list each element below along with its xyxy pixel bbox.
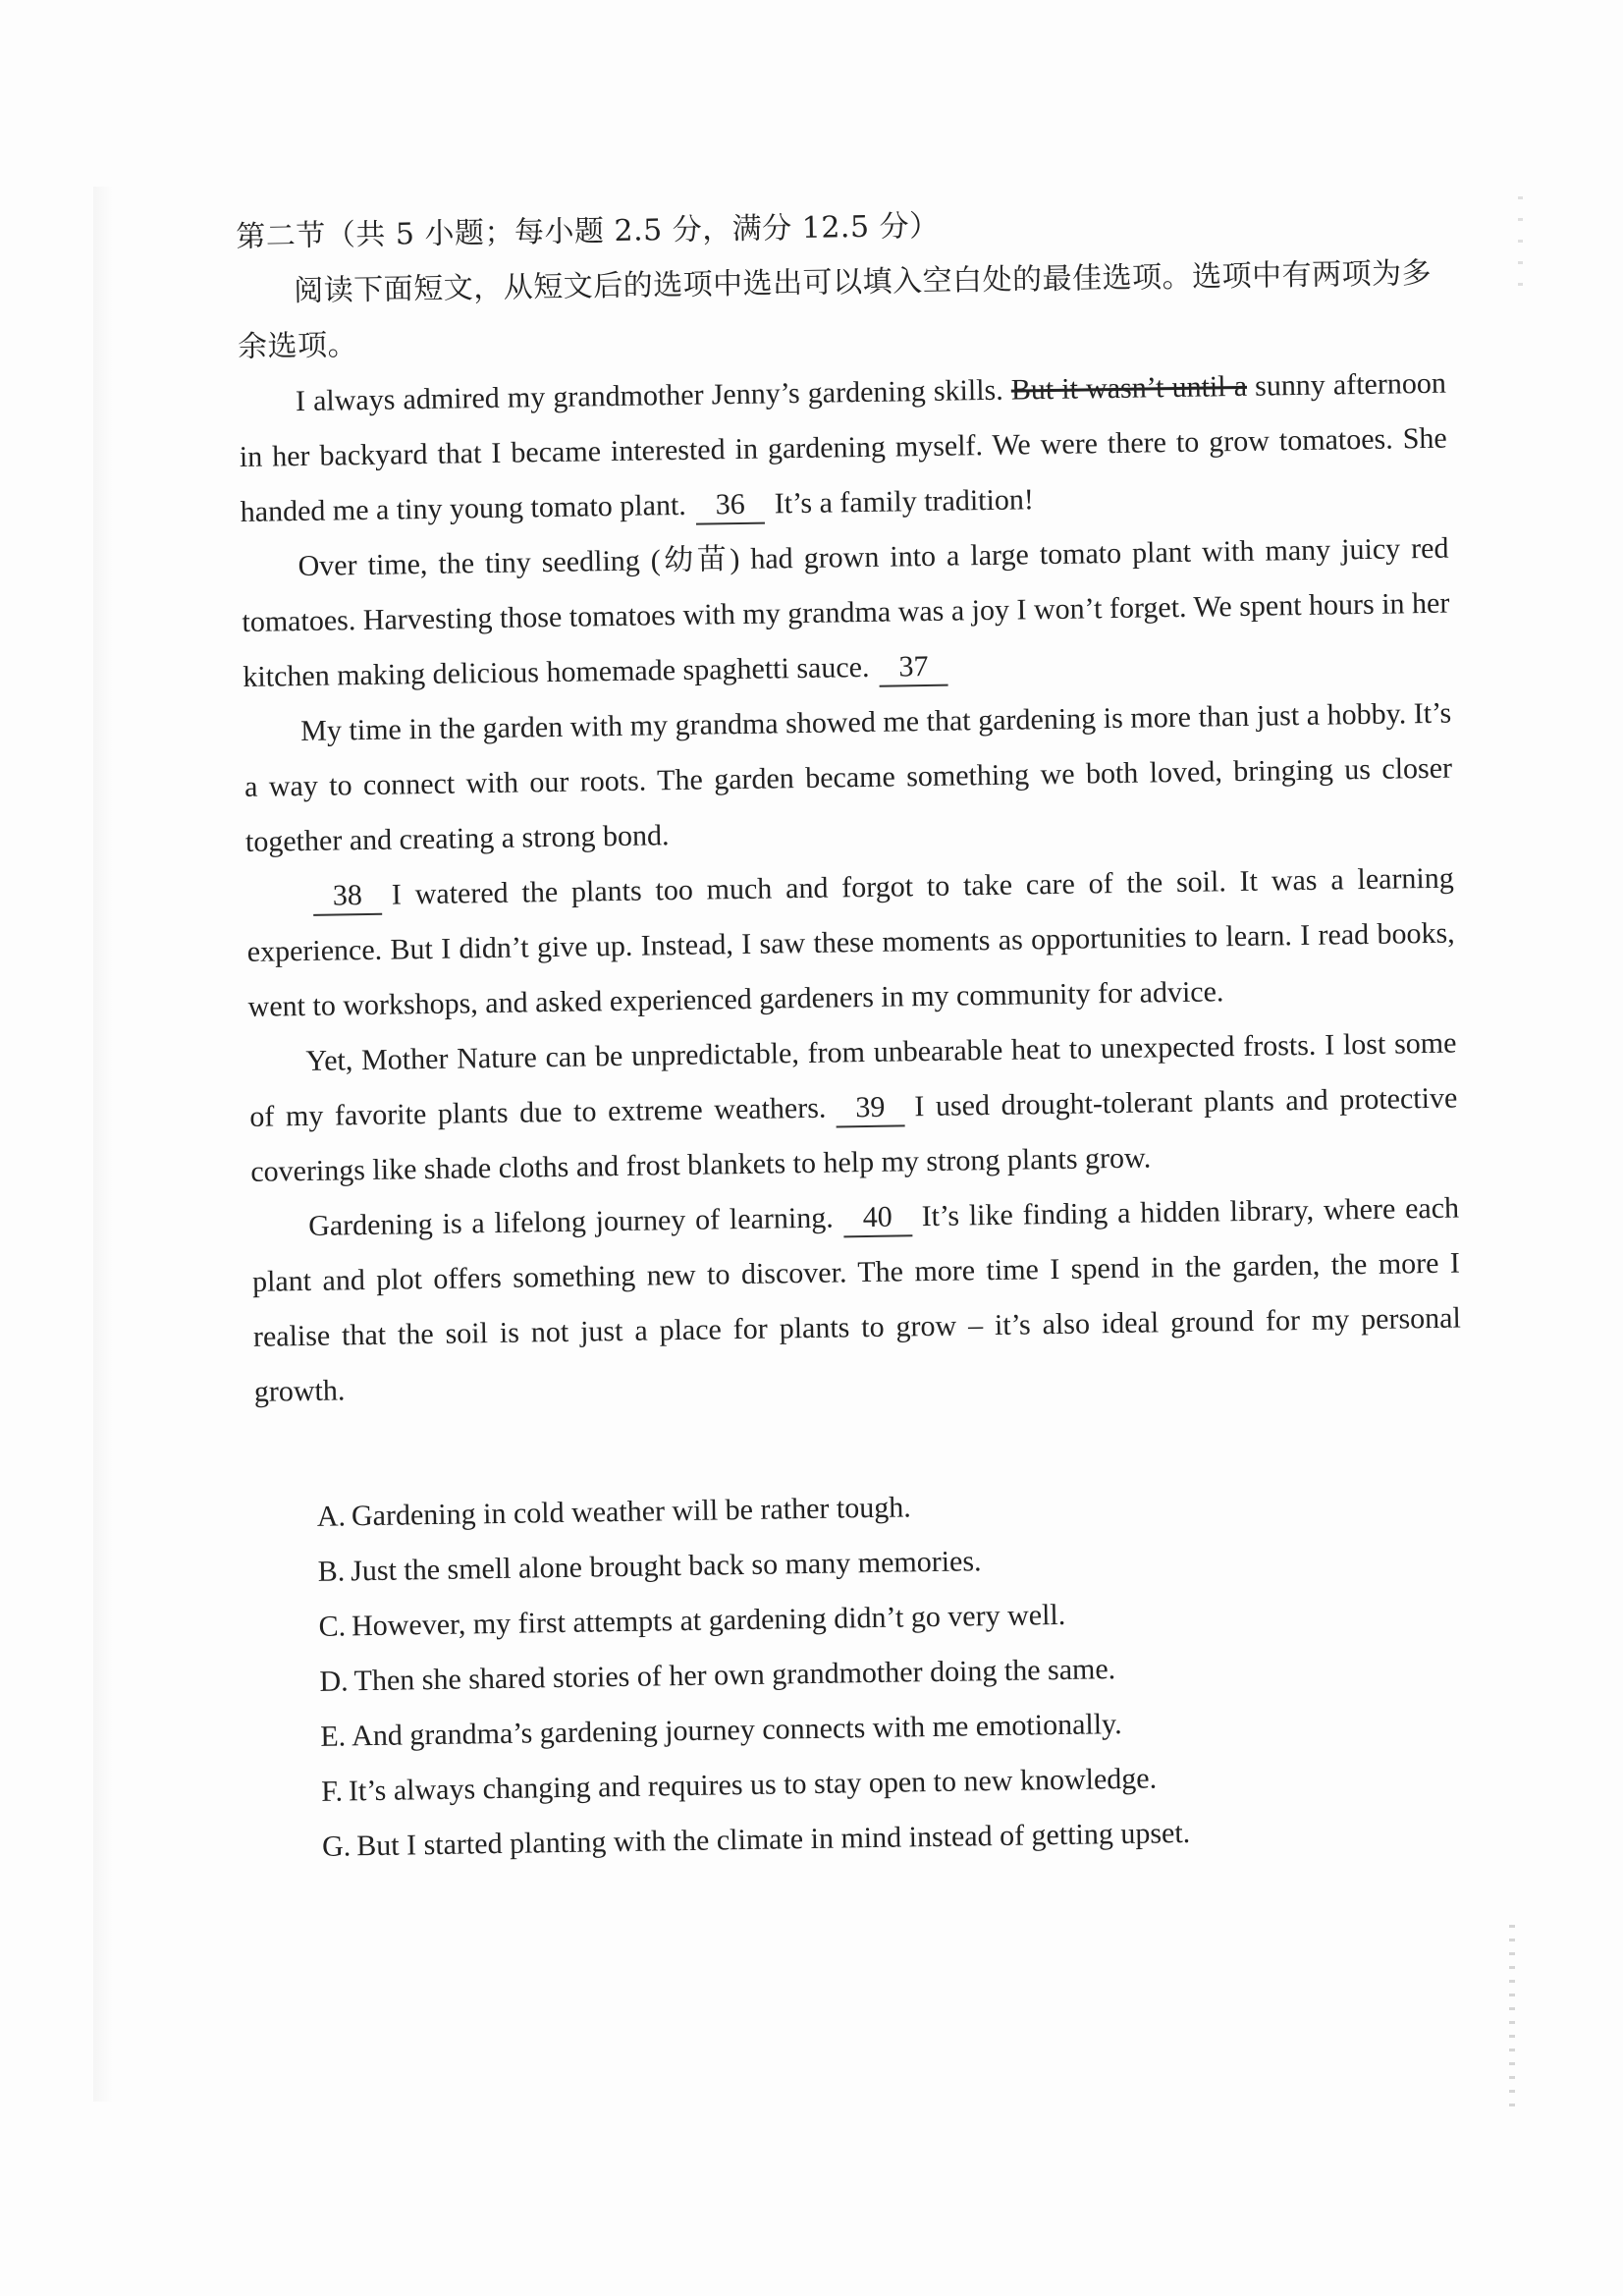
blank-39: 39 bbox=[836, 1089, 905, 1127]
p3-text: My time in the garden with my grandma showed me that gardening is more than just a hobby. It’s a way to connect with our roots. The garden became something we both loved, bringing us closer together and creating a strong bond. bbox=[243, 696, 1453, 858]
p4-text: I watered the plants too much and forgot to take care of the soil. It was a learning experience. But I didn’t give up. Instead, I saw these moments as opportunities to learn. I read books, went to workshops, and asked experienced gardeners in my community for advice. bbox=[246, 861, 1455, 1023]
option-text: But I started planting with the climate in mind instead of getting upset. bbox=[355, 1816, 1191, 1863]
p1-text: I always admired my grandmother Jenny’s gardening skills. bbox=[295, 373, 1012, 418]
option-text: Just the smell alone brought back so many memories. bbox=[350, 1545, 982, 1588]
p1-text-continued: sunny afternoon in her backyard that I became interested in gardening myself. We were there to grow tomatoes. She handed me a tiny young tomato plant. bbox=[239, 366, 1447, 528]
blank-37: 37 bbox=[879, 649, 948, 687]
p1-strikethrough-text: But it wasn’t until a bbox=[1010, 369, 1248, 407]
passage-paragraph-4 bbox=[245, 851, 1455, 1035]
scan-specks-bottom bbox=[1509, 1925, 1515, 2111]
option-letter: E. bbox=[320, 1720, 347, 1753]
option-letter: G. bbox=[321, 1830, 352, 1863]
option-letter: B. bbox=[317, 1555, 346, 1588]
answer-options bbox=[255, 1472, 1469, 1876]
passage-paragraph-6 bbox=[251, 1181, 1462, 1420]
option-text: However, my first attempts at gardening didn’t go very well. bbox=[351, 1598, 1066, 1643]
option-letter: F. bbox=[320, 1775, 344, 1808]
passage-paragraph-1 bbox=[239, 356, 1448, 540]
blank-40: 40 bbox=[842, 1199, 912, 1237]
p1-after-blank: It’s a family tradition! bbox=[774, 483, 1035, 520]
option-text: And grandma’s gardening journey connects with me emotionally. bbox=[351, 1708, 1122, 1753]
passage-paragraph-2 bbox=[241, 521, 1450, 705]
p2-text: Over time, the tiny seedling (幼苗) had grown into a large tomato plant with many juicy red tomatoes. Harvesting those tomatoes with my grandma was a joy I won’t forget. We spent hours in her kitchen making delicious homemade spaghetti sauce. bbox=[242, 531, 1450, 693]
exam-content bbox=[236, 197, 1469, 1876]
blank-38: 38 bbox=[313, 878, 383, 916]
passage-paragraph-3 bbox=[243, 686, 1453, 870]
p6-after-blank: It’s like finding a hidden library, where each plant and plot offers something new to discover. The more time I spend in the garden, the more I realise that the soil is not just a place for plants to grow – it’s also ideal ground for my personal growth. bbox=[251, 1191, 1462, 1408]
blank-36: 36 bbox=[695, 487, 765, 525]
p5-after-blank: I used drought-tolerant plants and protective coverings like shade cloths and frost blankets to help my strong plants grow. bbox=[250, 1081, 1458, 1188]
passage-paragraph-5 bbox=[248, 1016, 1458, 1200]
p6-text: Gardening is a lifelong journey of learning. bbox=[307, 1201, 834, 1242]
section-header: 第二节（共 5 小题；每小题 2.5 分，满分 12.5 分） bbox=[236, 208, 940, 254]
option-text: It’s always changing and requires us to stay open to new knowledge. bbox=[348, 1762, 1158, 1808]
p5-text: Yet, Mother Nature can be unpredictable, from unbearable heat to unexpected frosts. I lost some of my favorite plants due to extreme weathers. bbox=[249, 1026, 1457, 1133]
section-instructions: 阅读下面短文，从短文后的选项中选出可以填入空白处的最佳选项。选项中有两项为多余选项。 bbox=[237, 255, 1433, 364]
option-letter: D. bbox=[319, 1665, 349, 1698]
option-letter: C. bbox=[318, 1610, 347, 1643]
scan-specks-top bbox=[1518, 196, 1523, 295]
option-text: Gardening in cold weather will be rather tough. bbox=[351, 1491, 911, 1533]
option-letter: A. bbox=[316, 1500, 347, 1533]
option-text: Then she shared stories of her own grandmother doing the same. bbox=[353, 1653, 1116, 1698]
scan-shadow bbox=[93, 187, 113, 2102]
